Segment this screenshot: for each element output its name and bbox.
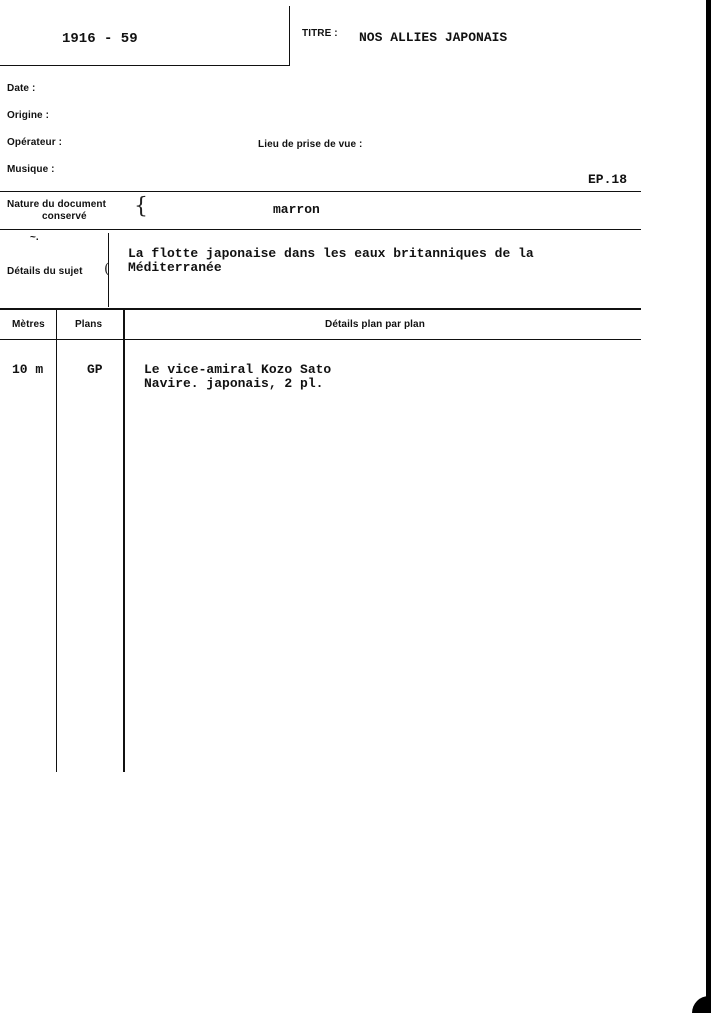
sujet-line2: Méditerranée — [128, 260, 222, 275]
table-header-details: Détails plan par plan — [325, 319, 425, 330]
tick-mark: ~. — [30, 232, 39, 243]
table-row-plans: GP — [87, 362, 103, 377]
table-top-rule — [0, 308, 641, 310]
sujet-line1: La flotte japonaise dans les eaux britanniques de la — [128, 246, 534, 261]
nature-label-line2: conservé — [42, 211, 87, 222]
origine-label: Origine : — [7, 110, 50, 121]
nature-brace: { — [134, 194, 148, 219]
titre-value: NOS ALLIES JAPONAIS — [359, 30, 508, 45]
table-header-plans: Plans — [75, 319, 103, 330]
sujet-brace: ( — [104, 261, 110, 277]
sujet-top-rule — [0, 229, 641, 230]
document-code: EP.18 — [588, 172, 628, 187]
date-label: Date : — [7, 83, 36, 94]
table-row-details-line2: Navire. japonais, 2 pl. — [144, 376, 324, 391]
lieu-label: Lieu de prise de vue : — [258, 139, 363, 150]
table-col-divider-2 — [123, 310, 125, 772]
card-right-edge — [706, 0, 711, 1013]
table-row-metres: 10 m — [12, 362, 44, 377]
table-row-details-line1: Le vice-amiral Kozo Sato — [144, 362, 332, 377]
sujet-label: Détails du sujet — [7, 266, 83, 277]
operateur-label: Opérateur : — [7, 137, 63, 148]
titre-label: TITRE : — [302, 28, 338, 39]
card-corner — [692, 996, 711, 1013]
reference-number: 1916 - 59 — [62, 31, 138, 47]
nature-top-rule — [0, 191, 641, 192]
header-box-right-border — [289, 6, 290, 66]
table-header-metres: Mètres — [12, 319, 45, 330]
table-col-divider-1 — [56, 310, 57, 772]
header-box-bottom-border — [0, 65, 290, 66]
nature-label-line1: Nature du document — [7, 199, 107, 210]
table-header-rule — [0, 339, 641, 340]
nature-value: marron — [273, 202, 320, 217]
musique-label: Musique : — [7, 164, 55, 175]
